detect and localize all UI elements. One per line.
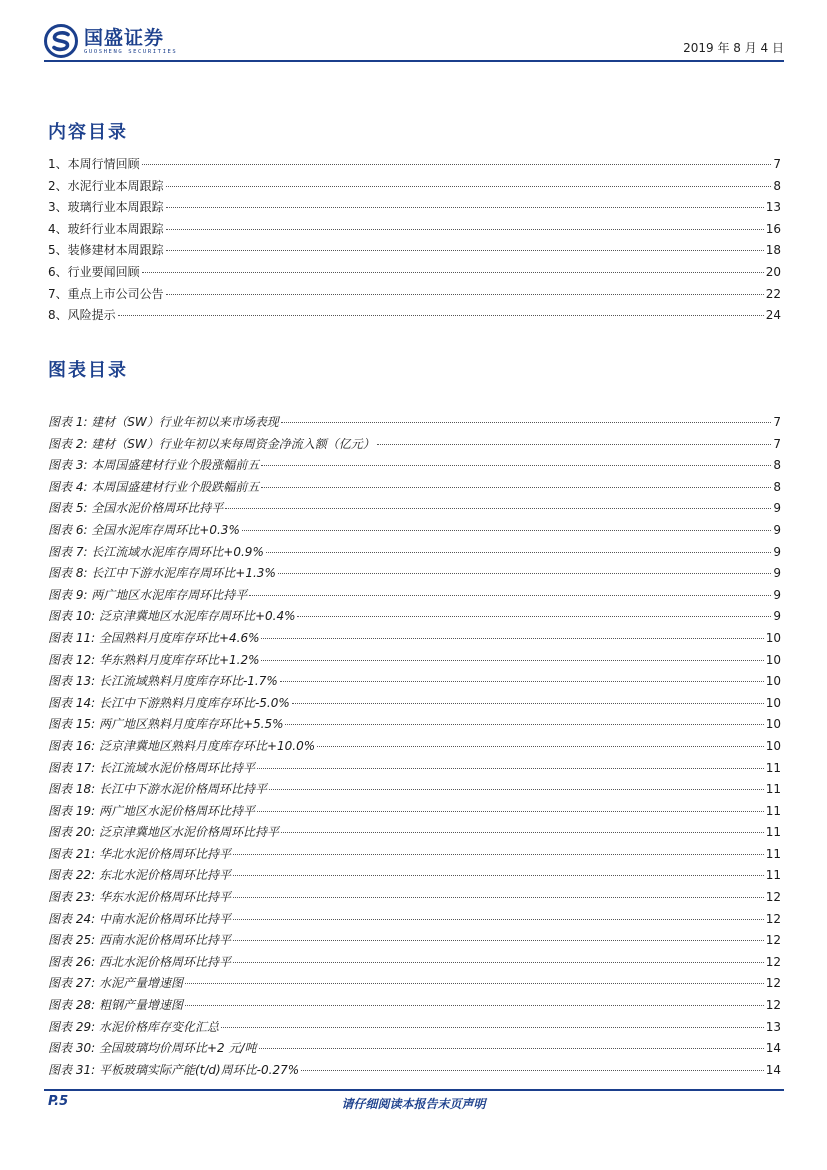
toc-entry[interactable] [48, 693, 781, 715]
dot-leader [259, 1048, 764, 1049]
toc-entry[interactable] [48, 1038, 781, 1060]
toc-entry-page: 18 [765, 243, 781, 258]
dot-leader [261, 487, 771, 488]
toc-entry[interactable] [48, 650, 781, 672]
dot-leader [297, 616, 771, 617]
dot-leader [377, 444, 772, 445]
page-header [44, 24, 784, 62]
toc-entry[interactable] [48, 973, 781, 995]
toc-entry-label: 图表 29: 水泥价格库存变化汇总 [48, 1019, 219, 1034]
toc-entry-label: 2、水泥行业本周跟踪 [48, 178, 164, 193]
toc-entry-label: 图表 4: 本周国盛建材行业个股跌幅前五 [48, 479, 260, 494]
toc-entry-label: 图表 24: 中南水泥价格周环比持平 [48, 911, 231, 926]
toc-entry-page: 9 [773, 566, 781, 581]
dot-leader [166, 294, 764, 295]
dot-leader [292, 703, 764, 704]
toc-entry[interactable] [48, 240, 781, 262]
contents-title: 内容目录 [48, 122, 128, 143]
toc-entry[interactable] [48, 542, 781, 564]
toc-entry[interactable] [48, 930, 781, 952]
toc-entry[interactable] [48, 434, 781, 456]
toc-entry-page: 22 [765, 286, 781, 301]
dot-leader [233, 940, 764, 941]
toc-entry[interactable] [48, 197, 781, 219]
dot-leader [166, 207, 764, 208]
toc-entry-label: 8、风险提示 [48, 308, 116, 323]
toc-entry-label: 3、玻璃行业本周跟踪 [48, 200, 164, 215]
toc-entry-page: 12 [765, 998, 781, 1013]
toc-entry-page: 10 [765, 738, 781, 753]
toc-entry-label: 图表 16: 泛京津冀地区熟料月度库存环比+10.0% [48, 738, 316, 753]
toc-entry[interactable] [48, 154, 781, 176]
toc-entry-label: 图表 8: 长江中下游水泥库存周环比+1.3% [48, 566, 276, 581]
toc-entry-page: 11 [765, 825, 781, 840]
toc-entry-page: 9 [773, 544, 781, 559]
toc-entry-page: 11 [765, 782, 781, 797]
toc-entry-label: 图表 18: 长江中下游水泥价格周环比持平 [48, 782, 267, 797]
toc-entry-label: 图表 28: 粗钢产量增速图 [48, 998, 183, 1013]
toc-entry-page: 11 [765, 760, 781, 775]
dot-leader [233, 897, 764, 898]
dot-leader [185, 1005, 764, 1006]
logo-english-name: GUOSHENG SECURITIES [84, 48, 178, 55]
toc-entry-page: 12 [765, 976, 781, 991]
toc-entry-page: 11 [765, 846, 781, 861]
toc-entry-page: 13 [765, 1019, 781, 1034]
toc-entry-label: 图表 20: 泛京津冀地区水泥价格周环比持平 [48, 825, 279, 840]
toc-entry-page: 11 [765, 803, 781, 818]
toc-entry-page: 9 [773, 609, 781, 624]
toc-entry[interactable] [48, 176, 781, 198]
toc-entry-page: 24 [765, 308, 781, 323]
toc-entry-page: 14 [765, 1062, 781, 1077]
toc-entry-label: 图表 17: 长江流域水泥价格周环比持平 [48, 760, 255, 775]
dot-leader [185, 983, 764, 984]
dot-leader [242, 530, 772, 531]
dot-leader [257, 768, 764, 769]
toc-entry-page: 7 [773, 415, 781, 429]
toc-entry[interactable] [48, 909, 781, 931]
toc-entry-label: 图表 9: 两广地区水泥库存周环比持平 [48, 587, 248, 602]
toc-entry-page: 10 [765, 630, 781, 645]
toc-entry[interactable] [48, 563, 781, 585]
toc-entry-label: 图表 26: 西北水泥价格周环比持平 [48, 954, 231, 969]
toc-entry[interactable] [48, 865, 781, 887]
toc-entry-label: 图表 19: 两广地区水泥价格周环比持平 [48, 803, 255, 818]
report-date: 2019 年 8 月 4 日 [683, 41, 784, 55]
toc-entry-page: 9 [773, 522, 781, 537]
dot-leader [233, 919, 764, 920]
toc-entry-page: 10 [765, 652, 781, 667]
toc-entry[interactable] [48, 736, 781, 758]
toc-entry-label: 图表 31: 平板玻璃实际产能(t/d)周环比-0.27% [48, 1062, 300, 1077]
toc-entry-page: 7 [773, 157, 781, 171]
guosheng-logo-icon [44, 24, 78, 58]
toc-entry-label: 图表 30: 全国玻璃均价周环比+2 元/吨 [48, 1041, 257, 1056]
dot-leader [118, 315, 764, 316]
toc-entry-page: 10 [765, 695, 781, 710]
toc-entry-label: 图表 23: 华东水泥价格周环比持平 [48, 890, 231, 905]
toc-entry-label: 图表 11: 全国熟料月度库存环比+4.6% [48, 630, 260, 645]
dot-leader [221, 1027, 764, 1028]
toc-entry-page: 8 [773, 458, 781, 473]
dot-leader [233, 875, 764, 876]
toc-entry-label: 图表 7: 长江流域水泥库存周环比+0.9% [48, 544, 264, 559]
toc-entry[interactable] [48, 284, 781, 306]
toc-entry[interactable] [48, 305, 781, 327]
toc-entry-label: 图表 2: 建材（SW）行业年初以来每周资金净流入额（亿元） [48, 436, 375, 451]
toc-entry-label: 7、重点上市公司公告 [48, 286, 164, 301]
toc-entry-page: 10 [765, 717, 781, 732]
toc-entry-page: 7 [773, 436, 781, 451]
toc-entry[interactable] [48, 520, 781, 542]
toc-entry-label: 图表 22: 东北水泥价格周环比持平 [48, 868, 231, 883]
dot-leader [257, 811, 764, 812]
dot-leader [285, 724, 763, 725]
toc-entry-label: 图表 25: 西南水泥价格周环比持平 [48, 933, 231, 948]
toc-entry[interactable] [48, 1017, 781, 1039]
dot-leader [266, 552, 772, 553]
toc-entry[interactable] [48, 887, 781, 909]
toc-entry-label: 图表 13: 长江流域熟料月度库存环比-1.7% [48, 674, 278, 689]
dot-leader [261, 465, 771, 466]
toc-entry-label: 图表 15: 两广地区熟料月度库存环比+5.5% [48, 717, 284, 732]
dot-leader [166, 186, 772, 187]
toc-entry[interactable] [48, 628, 781, 650]
dot-leader [281, 422, 772, 423]
toc-entry[interactable] [48, 1060, 781, 1082]
toc-entry-label: 图表 1: 建材（SW）行业年初以来市场表现 [48, 415, 279, 429]
dot-leader [142, 272, 764, 273]
toc-entry[interactable] [48, 952, 781, 974]
contents-list [48, 154, 781, 327]
dot-leader [166, 250, 764, 251]
toc-entry-label: 图表 5: 全国水泥价格周环比持平 [48, 501, 224, 516]
dot-leader [317, 746, 764, 747]
toc-entry[interactable] [48, 714, 781, 736]
dot-leader [142, 164, 772, 165]
toc-entry-page: 14 [765, 1041, 781, 1056]
toc-entry[interactable] [48, 801, 781, 823]
toc-entry-page: 8 [773, 178, 781, 193]
dot-leader [280, 681, 764, 682]
toc-entry-page: 9 [773, 501, 781, 516]
toc-entry-label: 图表 21: 华北水泥价格周环比持平 [48, 846, 231, 861]
dot-leader [233, 854, 764, 855]
dot-leader [261, 660, 763, 661]
dot-leader [269, 789, 764, 790]
figures-title: 图表目录 [48, 360, 128, 381]
toc-entry[interactable] [48, 995, 781, 1017]
toc-entry-label: 图表 10: 泛京津冀地区水泥库存周环比+0.4% [48, 609, 296, 624]
toc-entry[interactable] [48, 606, 781, 628]
toc-entry[interactable] [48, 477, 781, 499]
dot-leader [281, 832, 764, 833]
toc-entry-label: 图表 14: 长江中下游熟料月度库存环比-5.0% [48, 695, 290, 710]
toc-entry[interactable] [48, 822, 781, 844]
dot-leader [166, 229, 764, 230]
toc-entry[interactable] [48, 219, 781, 241]
page-number: P.5 [48, 1094, 69, 1109]
toc-entry[interactable] [48, 779, 781, 801]
dot-leader [301, 1070, 764, 1071]
toc-entry-label: 图表 27: 水泥产量增速图 [48, 976, 183, 991]
toc-entry[interactable] [48, 262, 781, 284]
figures-list [48, 412, 781, 1081]
dot-leader [225, 508, 771, 509]
footer-divider [44, 1089, 784, 1091]
toc-entry-page: 8 [773, 479, 781, 494]
toc-entry-page: 16 [765, 221, 781, 236]
toc-entry-label: 4、玻纤行业本周跟踪 [48, 221, 164, 236]
toc-entry-page: 12 [765, 890, 781, 905]
toc-entry-page: 20 [765, 264, 781, 279]
toc-entry-page: 12 [765, 911, 781, 926]
toc-entry[interactable] [48, 671, 781, 693]
toc-entry-label: 图表 6: 全国水泥库存周环比+0.3% [48, 522, 240, 537]
dot-leader [233, 962, 764, 963]
toc-entry-page: 13 [765, 200, 781, 215]
company-logo [44, 24, 177, 58]
toc-entry[interactable] [48, 412, 781, 434]
toc-entry-label: 5、装修建材本周跟踪 [48, 243, 164, 258]
toc-entry-page: 9 [773, 587, 781, 602]
toc-entry[interactable] [48, 455, 781, 477]
toc-entry-page: 11 [765, 868, 781, 883]
toc-entry-label: 6、行业要闻回顾 [48, 264, 140, 279]
toc-entry[interactable] [48, 844, 781, 866]
logo-chinese-name: 国盛证券 [84, 26, 165, 49]
toc-entry[interactable] [48, 758, 781, 780]
toc-entry-page: 12 [765, 954, 781, 969]
toc-entry[interactable] [48, 498, 781, 520]
toc-entry-label: 图表 3: 本周国盛建材行业个股涨幅前五 [48, 458, 260, 473]
toc-entry-page: 12 [765, 933, 781, 948]
dot-leader [261, 638, 763, 639]
header-divider [44, 60, 784, 62]
toc-entry-label: 1、本周行情回顾 [48, 157, 140, 171]
disclaimer-note: 请仔细阅读本报告末页声明 [341, 1097, 486, 1111]
dot-leader [249, 595, 771, 596]
toc-entry[interactable] [48, 585, 781, 607]
toc-entry-page: 10 [765, 674, 781, 689]
toc-entry-label: 图表 12: 华东熟料月度库存环比+1.2% [48, 652, 260, 667]
dot-leader [278, 573, 772, 574]
